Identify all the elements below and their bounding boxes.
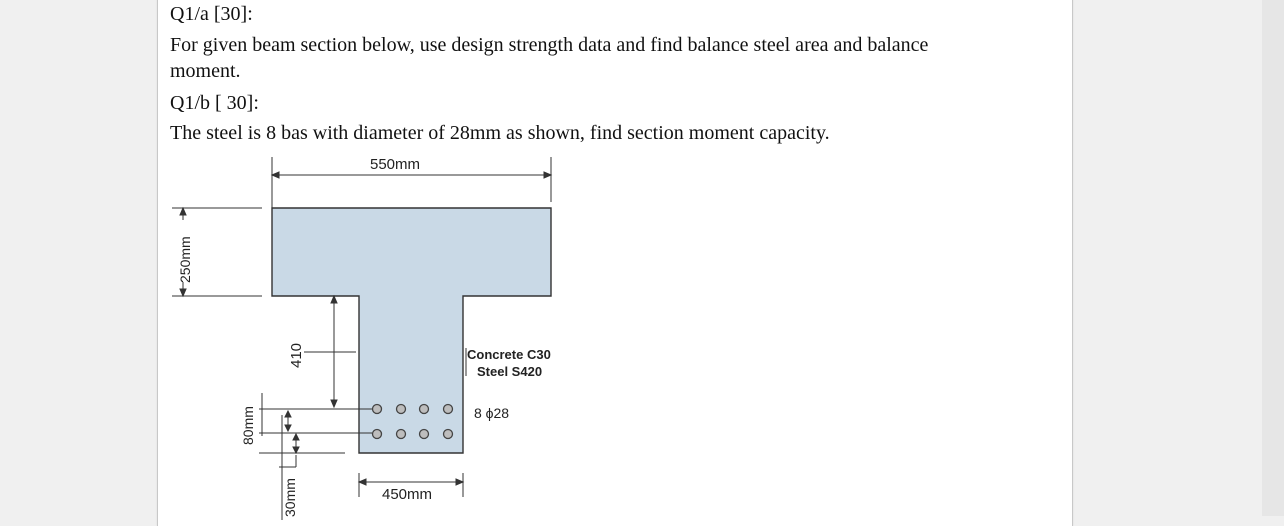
rebar (373, 405, 382, 414)
rebar (373, 430, 382, 439)
steel-grade-label: Steel S420 (477, 364, 543, 379)
bar-spacing-label: 80mm (240, 406, 256, 445)
web-width-label: 450mm (382, 486, 433, 503)
flange-width-label: 550mm (370, 156, 421, 173)
scroll-area[interactable] (1262, 0, 1284, 516)
q1b-heading: Q1/b [ 30]: (170, 92, 259, 114)
effective-depth-dimension (300, 296, 356, 407)
q1a-text-line1: For given beam section below, use design strength data and find balance steel area and balance (170, 34, 929, 56)
beam-section-figure (157, 150, 577, 520)
depth-label: 410 (288, 342, 305, 368)
concrete-grade-label: Concrete C30 (467, 347, 551, 362)
rebar (444, 405, 453, 414)
rebar (397, 405, 406, 414)
t-section-shape (272, 208, 551, 453)
q1a-heading: Q1/a [30]: (170, 3, 253, 25)
flange-depth-label: 250mm (177, 236, 193, 283)
q1a-text-line2: moment. (170, 60, 241, 82)
bars-label: 8 ϕ28 (474, 405, 510, 421)
rebar (444, 430, 453, 439)
cover-label: 30mm (282, 478, 298, 517)
q1b-text: The steel is 8 bas with diameter of 28mm as shown, find section moment capacity. (170, 122, 830, 144)
rebar (397, 430, 406, 439)
rebar (420, 405, 429, 414)
rebar (420, 430, 429, 439)
